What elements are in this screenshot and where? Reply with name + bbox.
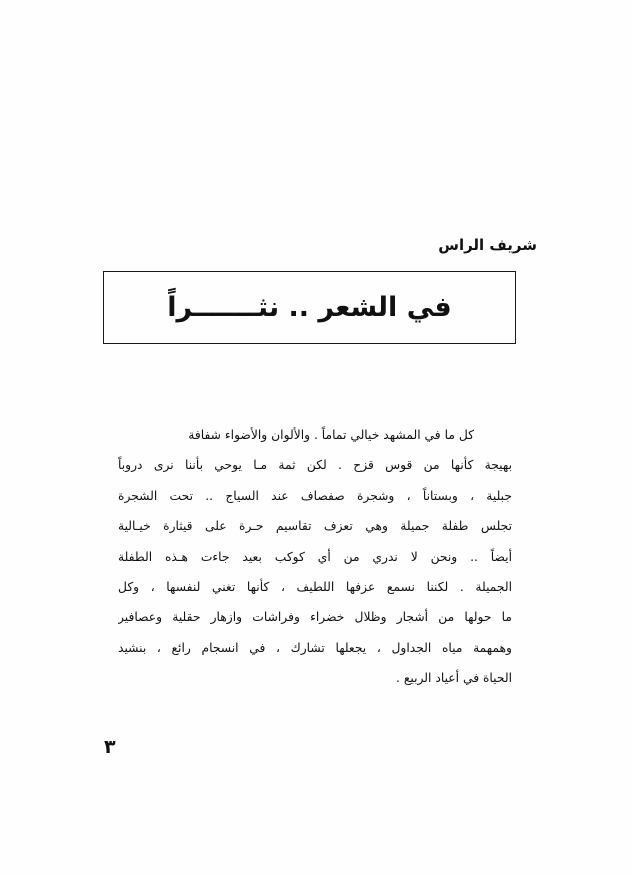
paragraph-line: جبلية ، وبستاناً ، وشجرة صفصاف عند السياج .. تحت الشجرة bbox=[118, 488, 512, 503]
paragraph-line: تجلس طفلة جميلة وهي تعزف تقاسيم حـرة على قيثارة خيـالية bbox=[118, 519, 512, 534]
paragraph bbox=[118, 420, 512, 694]
paragraph-line: الجميلة . لكننا نسمع عزفها اللطيف ، كأنها تغني لنفسها ، وكل bbox=[118, 579, 512, 594]
chapter-title: في الشعر .. نثـــــــراً bbox=[167, 292, 452, 323]
paragraph-line: وهمهمة مياه الجداول ، يجعلها تشارك ، في انسجام رائع ، بنشيد bbox=[118, 640, 512, 655]
author-name: شريف الراس bbox=[438, 236, 537, 254]
paragraph-line: بهيجة كأنها من قوس قزح . لكن ثمة مـا يوحي بأننا نرى دروباً bbox=[118, 458, 512, 473]
paragraph-line: كل ما في المشهد خيالي تماماً . والألوان والأضواء شفافة bbox=[188, 428, 474, 442]
paragraph-line: أيضاً .. ونحن لا ندري من أي كوكب بعيد جاءت هـذه الطفلة bbox=[118, 549, 512, 564]
paragraph-line: الحياة في أعياد الربيع . bbox=[396, 671, 512, 686]
title-frame bbox=[103, 271, 516, 344]
page-number: ٣ bbox=[104, 736, 116, 758]
paragraph-line: ما حولها من أشجار وظلال خضراء وفراشات وازهار حقلية وعصافير bbox=[118, 610, 512, 625]
